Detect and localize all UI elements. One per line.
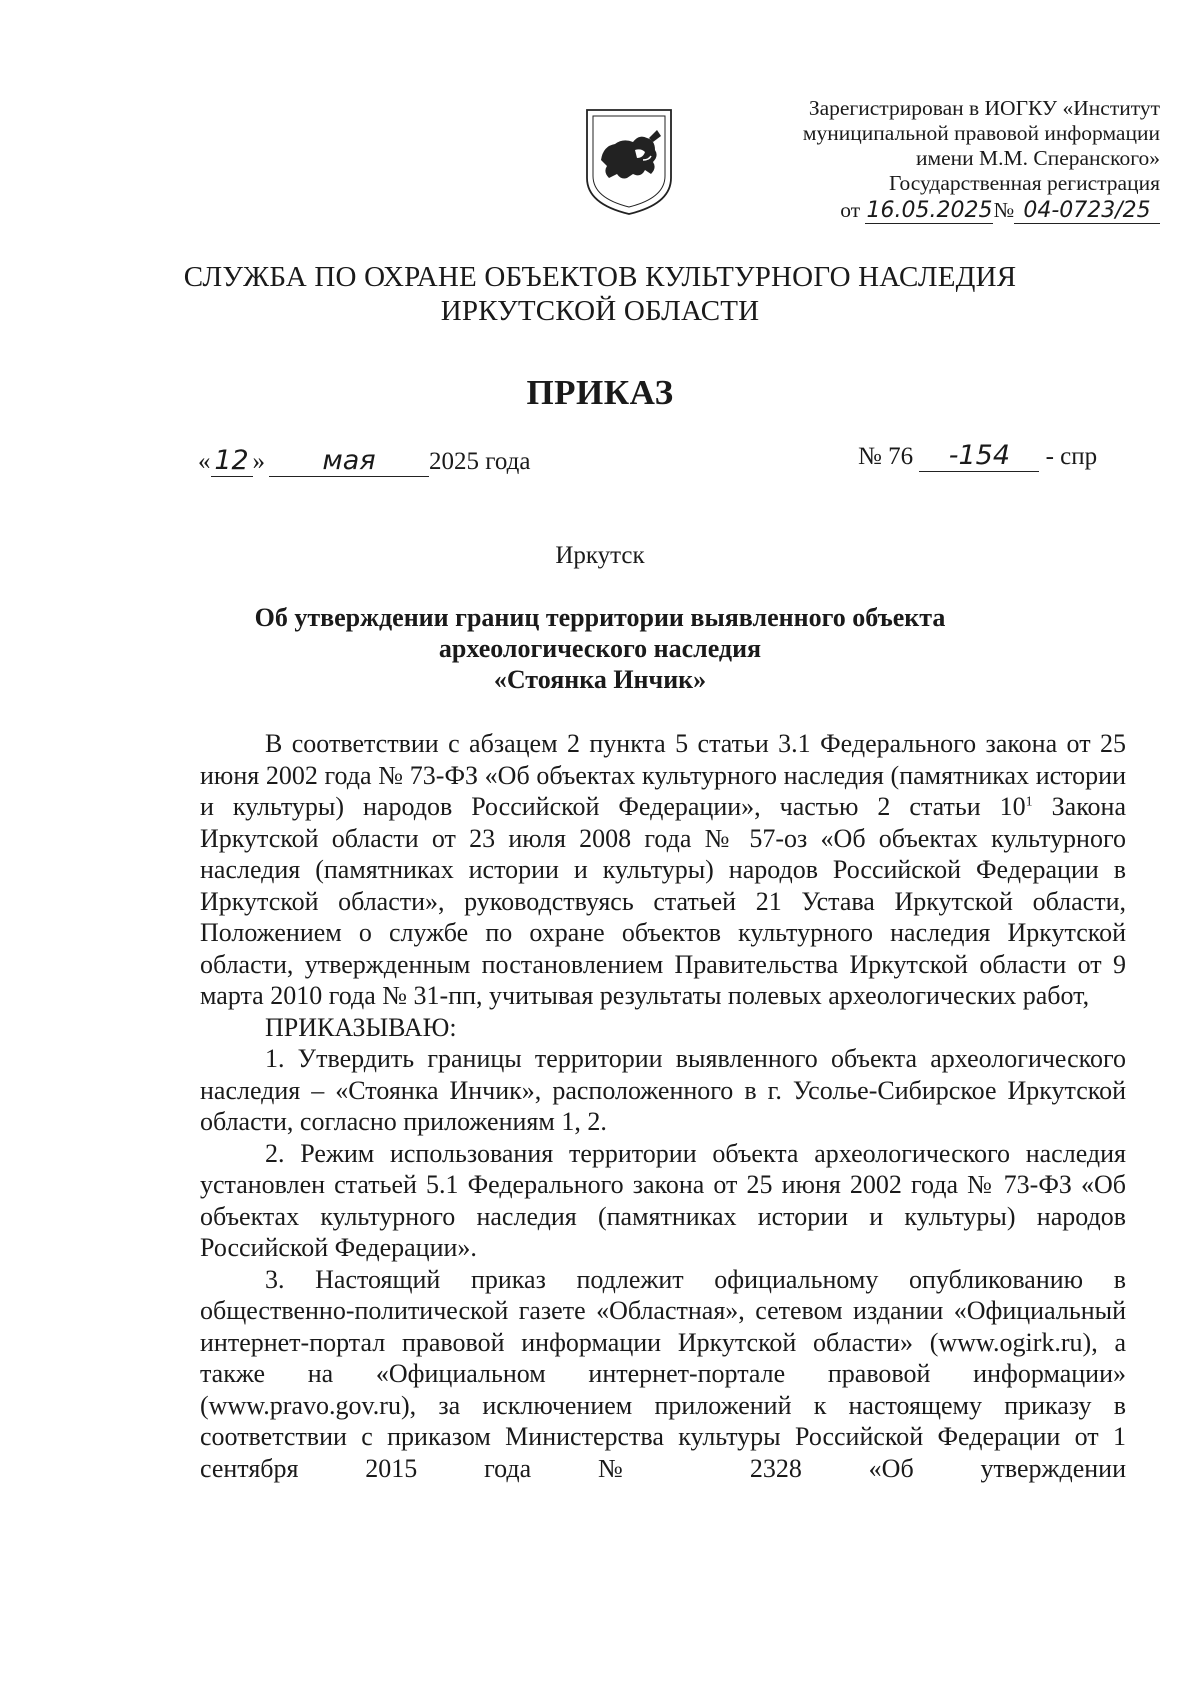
registration-date-line: [760, 198, 1160, 224]
order-word: ПРИКАЗЫВАЮ:: [265, 1012, 457, 1042]
order-item-2: 2. Режим использования территории объекта археологического наследия установлен статьей 5.1 Федерального закона от 25 июня 2002 года № 73-ФЗ «Об объектах культурного наследия (памятниках истории и культуры) народов Российской Федерации».: [200, 1138, 1126, 1262]
date-month: мая: [322, 445, 376, 476]
order-date: [198, 445, 530, 477]
registration-number-prefix: №: [993, 198, 1014, 222]
date-close-quote: »: [252, 448, 265, 475]
registration-number-value: 04-0723/25: [1023, 198, 1151, 223]
date-year: 2025 года: [429, 448, 531, 475]
order-number-suffix: - спр: [1045, 443, 1098, 470]
order-number-handwritten: -154: [948, 440, 1010, 471]
preamble-text: В соответствии с абзацем 2 пункта 5 статьи 3.1 Федерального закона от 25 июня 2002 года № 73-ФЗ «Об объектах культурного наследия (памятниках истории и культуры) народов Российской Федерации», частью 2 статьи 10: [200, 729, 1126, 821]
agency-name: [150, 260, 1050, 328]
city: Иркутск: [555, 542, 645, 569]
subject-line: археологического наследия: [438, 634, 762, 663]
subject-line: Об утверждении границ территории выявленного объекта: [254, 603, 946, 632]
order-item-1: 1. Утвердить границы территории выявленного объекта археологического наследия – «Стоянка Инчик», расположенного в г. Усолье-Сибирское Иркутской области, согласно приложениям 1, 2.: [200, 1044, 1126, 1136]
registration-line: муниципальной правовой информации: [802, 121, 1160, 145]
order-number-prefix: № 76: [858, 443, 914, 470]
registration-date-value: 16.05.2025: [866, 198, 993, 223]
registration-date-prefix: от: [840, 198, 861, 222]
date-day: 12: [214, 445, 249, 476]
superscript: 1: [1025, 794, 1033, 810]
agency-name-line: ИРКУТСКОЙ ОБЛАСТИ: [440, 295, 760, 327]
agency-name-line: СЛУЖБА ПО ОХРАНЕ ОБЪЕКТОВ КУЛЬТУРНОГО НАСЛЕДИЯ: [183, 261, 1017, 293]
document-title: ПРИКАЗ: [526, 373, 674, 412]
coat-of-arms-icon: [583, 108, 675, 216]
order-item-3: 3. Настоящий приказ подлежит официальному опубликованию в общественно-политической газете «Областная», сетевом издании «Официальный интернет-портал правовой информации Иркутской области» (www.ogirk.ru), а также на «Официальном интернет-портале правовой информации» (www.pravo.gov.ru), за исключением приложений к настоящему приказу в соответствии с приказом Министерства культуры Российской Федерации от 1 сентября 2015 года № 2328 «Об утверждении: [200, 1264, 1126, 1483]
registration-line: Государственная регистрация: [888, 171, 1160, 195]
registration-line: Зарегистрирован в ИОГКУ «Институт: [808, 96, 1160, 120]
date-open-quote: «: [198, 448, 211, 475]
preamble-text-continued: Закона Иркутской области от 23 июля 2008 года № 57-оз «Об объектах культурного наследия (памятниках истории и культуры) народов Российской Федерации в Иркутской области», руководствуясь статьей 21 Устава Иркутской области, Положением о службе по охране объектов культурного наследия Иркутской области, утвержденным постановлением Правительства Иркутской области от 9 марта 2010 года № 31-пп, учитывая результаты полевых археологических работ,: [200, 792, 1126, 1010]
order-number: [858, 440, 1097, 472]
subject-line: «Стоянка Инчик»: [493, 665, 707, 694]
order-subject: [200, 602, 1000, 695]
preamble-paragraph: [200, 728, 1126, 1012]
order-body: [200, 728, 1126, 1484]
registration-line: имени М.М. Сперанского»: [915, 146, 1160, 170]
registration-stamp: [760, 96, 1160, 224]
